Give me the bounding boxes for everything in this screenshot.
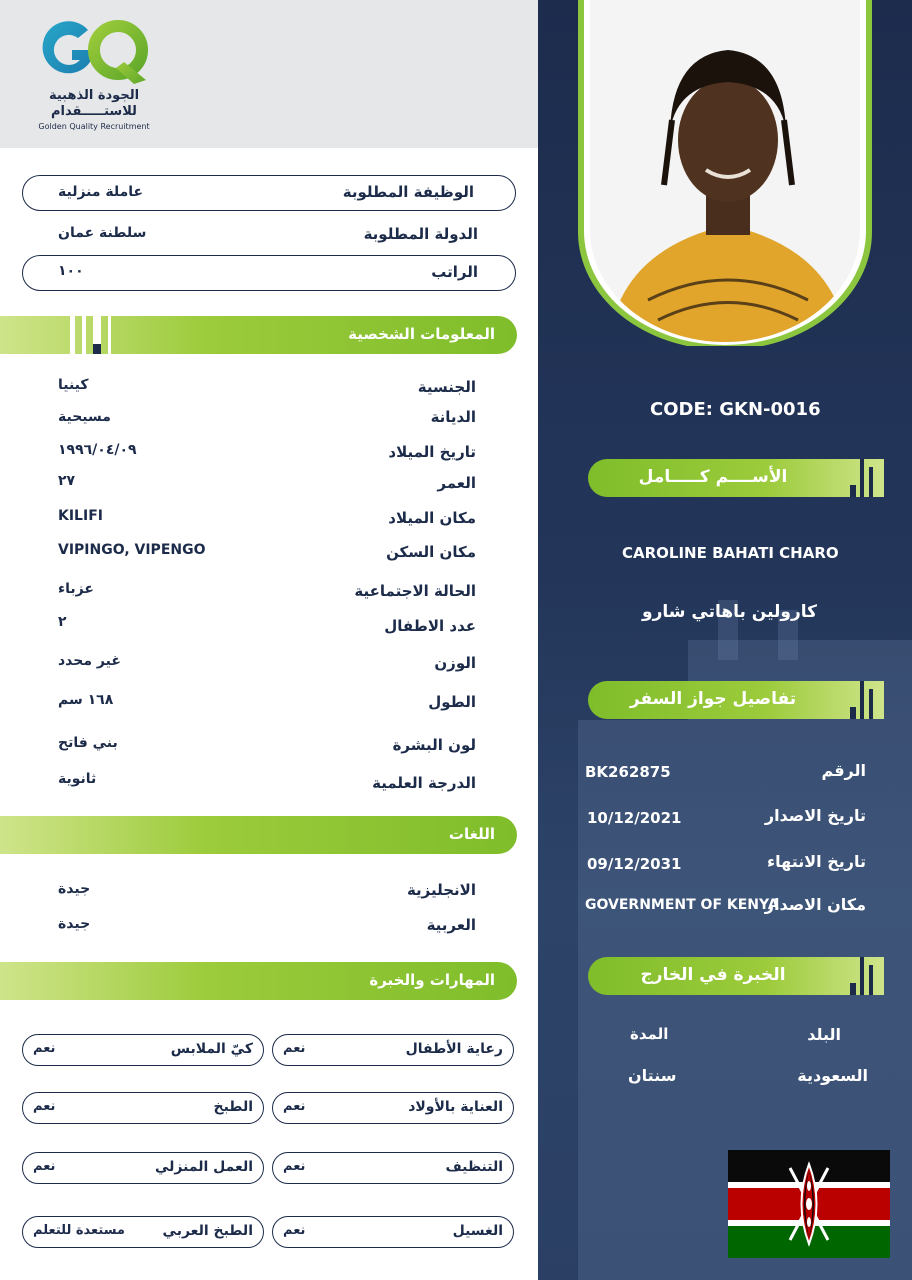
- skill-kids-care: [272, 1092, 514, 1124]
- nationality-label: الجنسية: [417, 378, 476, 396]
- skill-cooking: [22, 1092, 264, 1124]
- skill-value: نعم: [283, 1099, 306, 1114]
- skill-value: نعم: [283, 1223, 306, 1238]
- residence-label: مكان السكن: [386, 543, 476, 561]
- job-position-label: الوظيفة المطلوبة: [342, 183, 474, 201]
- religion-value: مسيحية: [58, 409, 111, 425]
- logo-english: Golden Quality Recruitment: [38, 122, 150, 131]
- english-language-label: الانجليزية: [406, 881, 476, 899]
- skill-value: نعم: [33, 1099, 56, 1114]
- experience-duration-value: سنتان: [628, 1066, 677, 1085]
- children-label: عدد الاطفال: [384, 617, 476, 635]
- birthdate-value: ١٩٩٦/٠٤/٠٩: [58, 442, 137, 458]
- english-language-value: جيدة: [58, 881, 91, 897]
- skill-childcare: [272, 1034, 514, 1066]
- skill-label: كيّ الملابس: [170, 1041, 253, 1057]
- languages-title: اللغات: [448, 825, 495, 843]
- skill-value: نعم: [33, 1041, 56, 1056]
- nationality-value: كينيا: [58, 377, 89, 393]
- gq-logo-mark: [38, 12, 150, 92]
- logo-arabic-line1: الجودة الذهبية: [48, 88, 140, 103]
- skill-value: نعم: [283, 1159, 306, 1174]
- skill-housework: [22, 1152, 264, 1184]
- skills-header: [0, 962, 517, 1000]
- skin-color-label: لون البشرة: [392, 736, 476, 754]
- experience-duration-header: المدة: [630, 1025, 669, 1043]
- skill-label: الطبخ: [213, 1099, 253, 1115]
- full-name-title: الأســــم كـــــامل: [638, 467, 788, 487]
- full-name-arabic: كارولين باهاتي شارو: [642, 602, 818, 622]
- passport-issue-label: تاريخ الاصدار: [764, 806, 866, 825]
- skill-label: التنظيف: [445, 1159, 503, 1175]
- skill-cleaning: [272, 1152, 514, 1184]
- skill-label: الغسيل: [452, 1223, 503, 1239]
- education-label: الدرجة العلمية: [372, 774, 476, 792]
- passport-header: [588, 681, 884, 719]
- full-name-header: [588, 459, 884, 497]
- weight-label: الوزن: [434, 654, 476, 672]
- arabic-language-value: جيدة: [58, 916, 91, 932]
- experience-country-header: البلد: [807, 1025, 841, 1044]
- skill-label: العناية بالأولاد: [408, 1099, 503, 1115]
- skin-color-value: بني فاتح: [58, 735, 118, 751]
- personal-info-title: المعلومات الشخصية: [348, 325, 495, 343]
- age-label: العمر: [437, 474, 476, 492]
- skill-label: رعاية الأطفال: [405, 1041, 503, 1057]
- salary-value: ١٠٠: [58, 263, 84, 279]
- arabic-language-label: العربية: [426, 916, 476, 934]
- full-name-english: CAROLINE BAHATI CHARO: [622, 544, 839, 562]
- job-country-label: الدولة المطلوبة: [363, 225, 478, 243]
- experience-header: [588, 957, 884, 995]
- code-label: CODE:: [650, 399, 713, 420]
- age-value: ٢٧: [58, 473, 76, 489]
- salary-label: الراتب: [431, 263, 478, 281]
- kenya-flag: [728, 1150, 890, 1258]
- weight-value: غير محدد: [58, 653, 121, 669]
- passport-title: تفاصيل جواز السفر: [629, 689, 797, 709]
- experience-country-value: السعودية: [797, 1066, 868, 1085]
- personal-info-header: [0, 316, 517, 354]
- education-value: ثانوية: [58, 771, 97, 787]
- skill-arabic-cooking: [22, 1216, 264, 1248]
- job-position-value: عاملة منزلية: [58, 184, 144, 200]
- skill-ironing: [22, 1034, 264, 1066]
- passport-number-label: الرقم: [821, 761, 866, 780]
- birthplace-value: KILIFI: [58, 508, 103, 524]
- religion-label: الديانة: [430, 408, 476, 426]
- passport-number-value: BK262875: [585, 763, 671, 781]
- photo-frame: [578, 0, 872, 346]
- code-value: GKN-0016: [719, 399, 821, 420]
- birthplace-label: مكان الميلاد: [388, 509, 476, 527]
- children-value: ٢: [58, 614, 67, 630]
- skills-title: المهارات والخبرة: [369, 971, 495, 989]
- passport-place-label: مكان الاصدار: [764, 895, 866, 914]
- passport-place-value: GOVERNMENT OF KENYA: [585, 897, 779, 913]
- skill-value: نعم: [33, 1159, 56, 1174]
- birthdate-label: تاريخ الميلاد: [388, 443, 476, 461]
- company-logo: [38, 12, 150, 137]
- passport-issue-value: 10/12/2021: [587, 809, 682, 827]
- candidate-code: [650, 399, 821, 420]
- passport-expiry-label: تاريخ الانتهاء: [766, 852, 866, 871]
- height-value: ١٦٨ سم: [58, 692, 114, 708]
- languages-header: [0, 816, 517, 854]
- skill-label: الطبخ العربي: [162, 1223, 253, 1239]
- experience-title: الخبرة في الخارج: [640, 965, 786, 985]
- profile-photo: [578, 0, 872, 346]
- logo-arabic-line2: للاستـــــقدام: [51, 104, 137, 119]
- skill-value: مستعدة للتعلم: [33, 1223, 125, 1238]
- skill-value: نعم: [283, 1041, 306, 1056]
- passport-expiry-value: 09/12/2031: [587, 855, 682, 873]
- job-country-value: سلطنة عمان: [58, 225, 147, 241]
- skill-laundry: [272, 1216, 514, 1248]
- marital-status-value: عزباء: [58, 581, 94, 597]
- marital-status-label: الحالة الاجتماعية: [354, 582, 476, 600]
- skill-label: العمل المنزلي: [155, 1159, 253, 1175]
- residence-value: VIPINGO, VIPENGO: [58, 542, 206, 558]
- flag-icon: [728, 1150, 890, 1258]
- height-label: الطول: [428, 693, 476, 711]
